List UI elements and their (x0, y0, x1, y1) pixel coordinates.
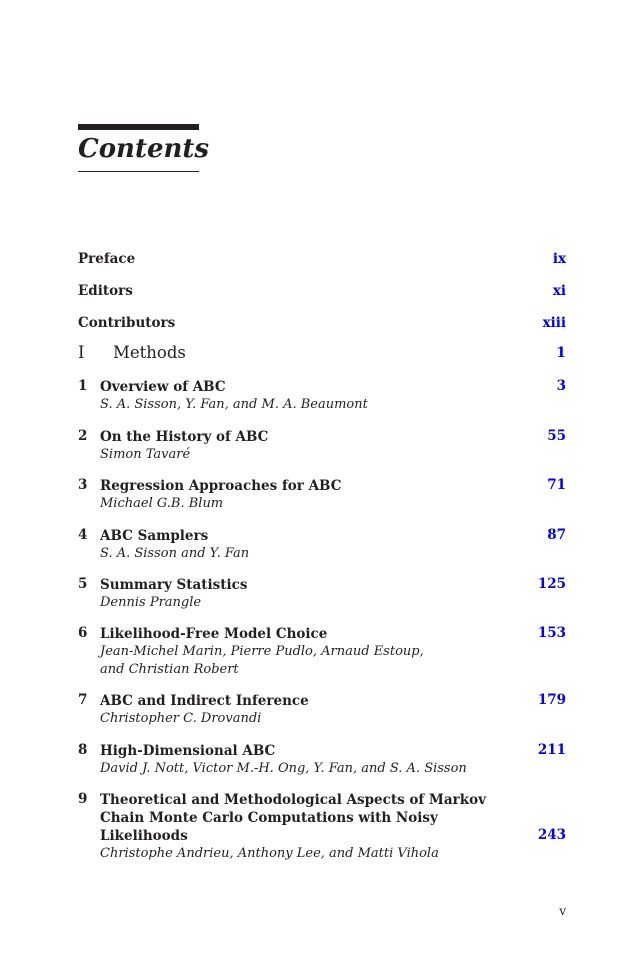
toc-entry-editors (78, 283, 566, 299)
chapter-title-line-3: Likelihoods (100, 828, 188, 844)
toc-chapter (78, 477, 566, 513)
chapter-title: ABC and Indirect Inference (100, 693, 309, 709)
chapter-number: 8 (78, 742, 88, 758)
toc-chapter (78, 576, 566, 612)
page-link[interactable]: 87 (547, 527, 566, 543)
page-link[interactable]: xi (552, 283, 566, 299)
part-title: Methods (113, 343, 186, 362)
toc-entry-title: Contributors (78, 315, 176, 331)
page-link[interactable]: 243 (537, 827, 566, 843)
chapter-number: 4 (78, 527, 88, 543)
page-title: Contents (78, 134, 210, 164)
toc-chapter (78, 428, 566, 464)
chapter-number: 5 (78, 576, 88, 592)
chapter-authors: Christophe Andrieu, Anthony Lee, and Matti Vihola (100, 846, 439, 861)
heading-rule-bottom (78, 171, 199, 172)
chapter-title: High-Dimensional ABC (100, 743, 276, 759)
toc-chapter (78, 791, 566, 863)
chapter-title-line-2: Chain Monte Carlo Computations with Noisy (100, 810, 438, 826)
chapter-number: 2 (78, 428, 88, 444)
page-link[interactable]: ix (552, 251, 566, 267)
heading-rule-top (78, 124, 199, 130)
chapter-number: 3 (78, 477, 88, 493)
page-link[interactable]: 71 (547, 477, 566, 493)
page-link[interactable]: 1 (556, 345, 566, 361)
chapter-number: 9 (78, 791, 88, 807)
chapter-authors: S. A. Sisson and Y. Fan (100, 546, 250, 561)
chapter-title: Overview of ABC (100, 379, 226, 395)
toc-chapter (78, 742, 566, 778)
chapter-title: Likelihood-Free Model Choice (100, 626, 328, 642)
page-link[interactable]: xiii (542, 315, 566, 331)
part-number: I (78, 343, 85, 362)
toc-entry-preface (78, 251, 566, 267)
chapter-authors: Michael G.B. Blum (100, 496, 224, 511)
toc-entry-contributors (78, 315, 566, 331)
chapter-number: 1 (78, 378, 88, 394)
toc-entry-title: Editors (78, 283, 133, 299)
chapter-authors: Dennis Prangle (100, 595, 202, 610)
chapter-number: 7 (78, 692, 88, 708)
chapter-authors: Jean-Michel Marin, Pierre Pudlo, Arnaud Estoup, (100, 644, 424, 659)
page-link[interactable]: 211 (537, 742, 566, 758)
chapter-title: On the History of ABC (100, 429, 269, 445)
page-link[interactable]: 179 (537, 692, 566, 708)
toc-chapter (78, 378, 566, 414)
page-number: v (559, 904, 566, 918)
toc-chapter (78, 692, 566, 728)
chapter-number: 6 (78, 625, 88, 641)
page-link[interactable]: 3 (556, 378, 566, 394)
chapter-authors: David J. Nott, Victor M.-H. Ong, Y. Fan, and S. A. Sisson (100, 761, 467, 776)
page-link[interactable]: 153 (537, 625, 566, 641)
chapter-authors: Simon Tavaré (100, 447, 191, 462)
chapter-title: Regression Approaches for ABC (100, 478, 342, 494)
toc-chapter (78, 527, 566, 563)
page-link[interactable]: 55 (547, 428, 566, 444)
chapter-authors: Christopher C. Drovandi (100, 711, 262, 726)
chapter-authors-continued: and Christian Robert (100, 661, 239, 677)
chapter-title: ABC Samplers (100, 528, 209, 544)
chapter-authors: S. A. Sisson, Y. Fan, and M. A. Beaumont (100, 397, 368, 412)
toc-entry-title: Preface (78, 251, 136, 267)
chapter-title: Summary Statistics (100, 577, 248, 593)
chapter-title-line-1: Theoretical and Methodological Aspects of Markov (100, 792, 486, 808)
toc-chapter (78, 625, 566, 678)
page-link[interactable]: 125 (537, 576, 566, 592)
